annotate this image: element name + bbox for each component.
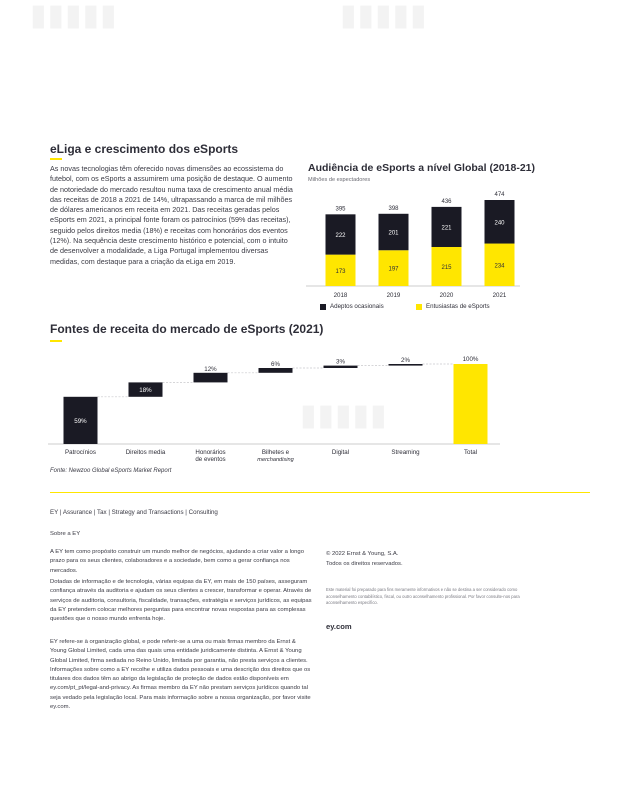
legend-swatch-dark: [320, 304, 326, 310]
bar-step: [259, 368, 293, 373]
data-label-casual: 201: [388, 230, 399, 237]
copyright-rights: Todos os direitos reservados.: [326, 561, 403, 567]
x-tick-label: Digital: [331, 449, 350, 456]
watermark-logo: ▮▮▮▮▮: [340, 0, 428, 33]
x-tick-label: de eventos: [195, 456, 226, 463]
data-label-total: 398: [388, 205, 399, 212]
x-tick-label: 2019: [386, 292, 401, 299]
bar-step: [194, 373, 228, 383]
about-paragraph-3: EY refere-se à organização global, e pode referir-se a uma ou mais firmas membro da Ernst & Young Global Limited, cada uma das quais uma entidade juridicamente distinta. A Ernst & Young Global Limited, firma sediada no Reino Unido, limitada por garantia, não presta serviços a clientes. Informações sobre como a EY recolhe e utiliza dados pessoais e uma descrição dos direitos que os titulares dos dados têm ao abrigo da legislação de proteção de dados estão disponíveis em ey.com/pt_pt/legal-and-privacy. As firmas membro da EY não prestam serviços jurídicos quando tal seja vedado pela legislação local. Para mais informação sobre a nossa organização, por favor visite ey.com.: [50, 639, 311, 711]
section-paragraph: As novas tecnologias têm oferecido novas dimensões ao ecossistema do futebol, com os eSports a assumirem uma posição de destaque. O aumento de notoriedade do mercado resultou numa taxa de crescimento anual média das receitas de 2018 a 2021 de 14%, ultrapassando a marca de mil milhões de dólares americanos em receita em 2021. Das receitas geradas pelos eSports em 2021, a principal fonte foram os patrocínios (59% das receitas), seguido pelos direitos media (18%) e receitas com honorários dos eventos (12%). Na sequência deste crescimento histórico e potencial, com o intuito de desenvolver a modalidade, a Liga Portugal implementou diversas medidas, com destaque para a criação da eLiga em 2019.: [50, 164, 293, 266]
data-label-casual: 240: [494, 220, 505, 227]
x-tick-label: Direitos media: [125, 449, 166, 456]
audience-chart: [306, 186, 520, 304]
data-label: 2%: [401, 357, 410, 364]
website-link[interactable]: ey.com: [326, 622, 352, 631]
data-label-enthusiasts: 197: [388, 266, 399, 273]
copyright-line: © 2022 Ernst & Young, S.A.: [326, 551, 399, 557]
x-tick-label: Total: [463, 449, 478, 456]
data-label-total: 436: [441, 198, 452, 205]
revenue-chart-title: Fontes de receita do mercado de eSports (2021): [50, 322, 324, 336]
about-paragraph-1: A EY tem como propósito construir um mundo melhor de negócios, ajudando a criar valor a longo prazo para os seus clientes, colaboradores e a sociedade, bem como a gerar confiança nos mercados.: [50, 549, 304, 574]
watermark-logo: ▮▮▮▮▮: [300, 398, 388, 433]
data-label-casual: 222: [335, 232, 346, 239]
data-label: 3%: [336, 358, 345, 366]
x-tick-label: Bilhetes e: [261, 449, 290, 456]
audience-chart-title: Audiência de eSports a nível Global (2018-21): [308, 162, 535, 174]
x-tick-label: Patrocínios: [65, 449, 96, 456]
source-note: Fonte: Newzoo Global eSports Market Report: [50, 468, 172, 474]
legend-item: [320, 303, 384, 310]
legend-swatch-yellow: [416, 304, 422, 310]
section-divider: [50, 158, 62, 160]
data-label-enthusiasts: 234: [494, 263, 505, 270]
about-title: Sobre a EY: [50, 531, 81, 537]
section-title: eLiga e crescimento dos eSports: [50, 142, 239, 156]
footer-nav: EY | Assurance | Tax | Strategy and Transactions | Consulting: [50, 509, 218, 516]
bar-step: [389, 364, 423, 366]
data-label-enthusiasts: 173: [335, 268, 346, 275]
data-label: 100%: [462, 356, 479, 363]
data-label-total: 474: [494, 192, 505, 198]
watermark-logo: ▮▮▮▮▮: [30, 0, 118, 33]
x-tick-label: merchandising: [257, 457, 294, 463]
bar-step: [324, 366, 358, 368]
legend-label: Adeptos ocasionais: [330, 303, 384, 310]
legend-item: [416, 303, 490, 310]
footer-divider: [50, 492, 590, 493]
x-tick-label: Streaming: [391, 449, 420, 456]
bar-total: [454, 364, 488, 444]
x-tick-label: 2018: [333, 292, 348, 299]
disclaimer: Este material foi preparado para fins meramente informativos e não se destina a ser considerado como aconselhamento contabilístico, fiscal, ou outro aconselhamento profissional. Por favor consulte-nos para aconselhamento específico.: [326, 587, 520, 606]
x-tick-label: 2020: [439, 292, 454, 299]
data-label: 18%: [139, 387, 152, 395]
data-label: 12%: [204, 365, 217, 373]
data-label-enthusiasts: 215: [441, 264, 452, 271]
section-divider: [50, 340, 62, 342]
about-paragraph-2: Dotadas de informação e de tecnologia, várias equipas da EY, em mais de 150 países, asseguram confiança através da auditoria e ajudam os seus clientes a crescer, transformar e operar. Através de serviços de auditoria, consultoria, fiscalidade, transações, estratégia e serviços jurídicos, as equipas da EY pretendem colocar melhores perguntas para encontrar novas respostas para as complexas questões que o nosso mundo enfrenta hoje.: [50, 579, 312, 623]
audience-chart-subtitle: Milhões de espectadores: [308, 177, 371, 183]
revenue-waterfall-chart: [40, 352, 500, 464]
data-label: 6%: [271, 361, 280, 368]
legend-label: Entusiastas de eSports: [426, 303, 490, 310]
data-label: 59%: [74, 417, 87, 425]
data-label-casual: 221: [441, 225, 452, 232]
x-tick-label: Honorários: [195, 449, 226, 456]
x-tick-label: 2021: [492, 292, 507, 299]
data-label-total: 395: [335, 206, 346, 213]
